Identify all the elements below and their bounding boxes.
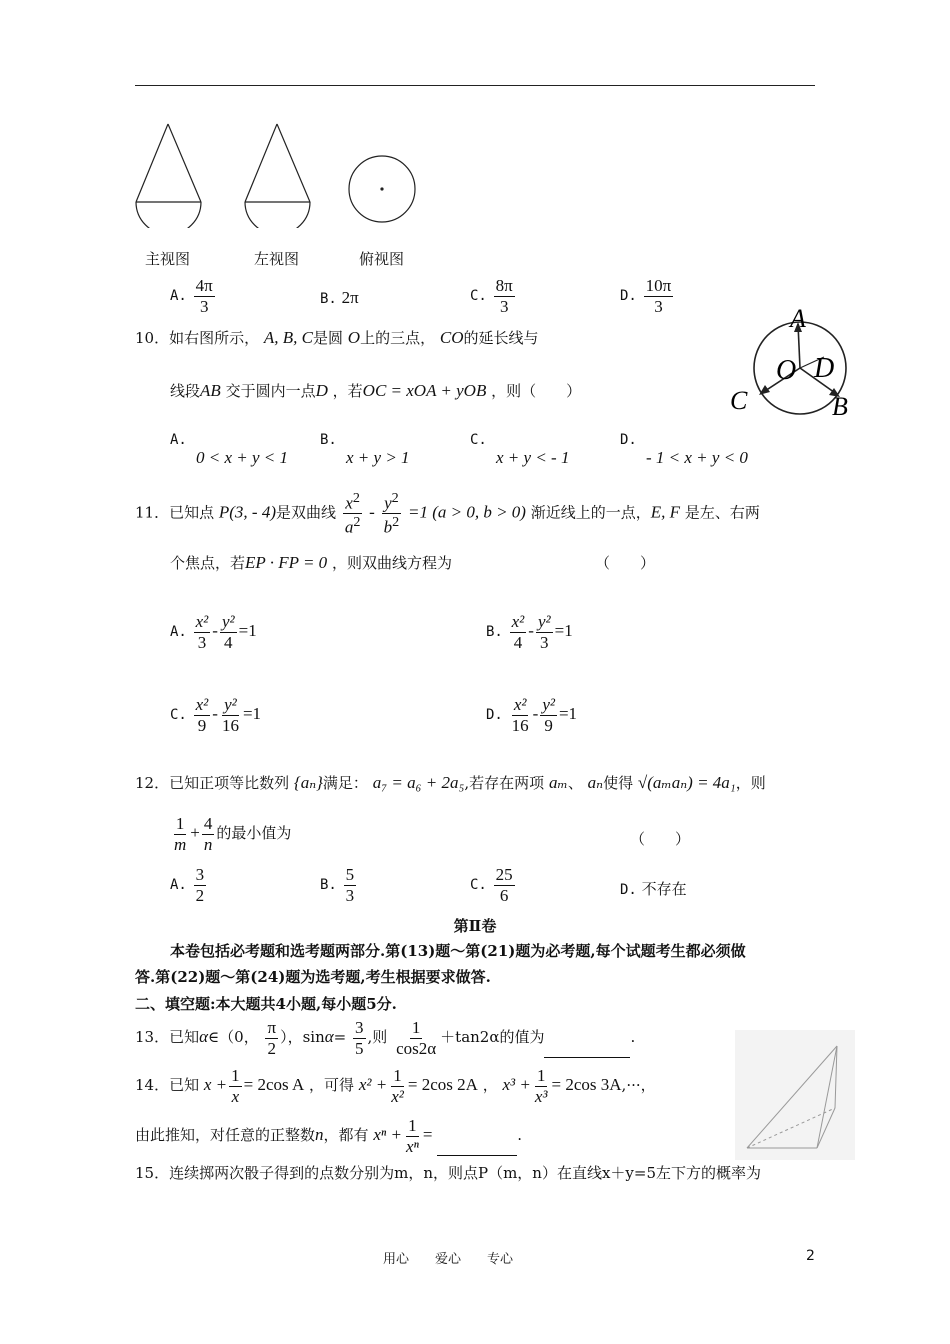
q12-option-c: C. $\frac{25}{6}$ (470, 865, 513, 905)
q11-option-c: C. $\frac{\text{x²}}{9}$ - $\frac{\text{y²}}{16}$ =1 (170, 695, 262, 735)
center-dot (380, 187, 383, 190)
top-view-label: 俯视图 (359, 250, 405, 268)
front-view-shape (136, 124, 201, 228)
fig-label-d: D (814, 353, 835, 384)
q11-line1: 11．已知点 P(3, - 4)是双曲线 $\frac{x^2}{a^2}$ - $\frac{y^2}{b^2}$ =1 (a > 0, b > 0) 渐近线上的一点，E, F 是左、右两 (135, 490, 760, 537)
q13-answer-blank[interactable] (544, 1057, 630, 1058)
q9-option-a: A. $\frac{4\pi}{3}$ (170, 276, 213, 316)
q10-option-b: B. x + y > 1 (320, 432, 410, 467)
q9-option-b: B. 2π (320, 288, 359, 307)
faded-figure-image (735, 1030, 855, 1160)
fig-label-a: A (790, 305, 806, 333)
q12-option-b: B. $\frac{5}{3}$ (320, 865, 355, 905)
q12-option-d: D. 不存在 (620, 880, 687, 898)
three-view-figure (125, 118, 425, 228)
q15-line: 15．连续掷两次骰子得到的点数分别为m，n，则点P（m，n）在直线x＋y=5左下方的概率为 (135, 1164, 762, 1182)
q10-option-d: D. - 1 < x + y < 0 (620, 432, 748, 467)
q14-line1: 14．已知 x + $\frac{1}{x}$ = 2cos A ，可得 x² + $\frac{1}{\text{x²}}$ = 2cos 2A ， x³ + $\frac{1}{\text{x³}}$ = 2cos 3A,···， (135, 1066, 656, 1106)
q10-option-c: C. x + y < - 1 (470, 432, 570, 467)
header-rule (135, 85, 815, 86)
q10-circle-figure (728, 305, 868, 420)
q13-line: 13．已知α∈（0， $\frac{\pi}{2}$ ），sinα= $\frac{3}{5}$ ,则 $\frac{1}{\cos 2\alpha}$ ＋tan2α的值为 . (135, 1018, 636, 1058)
q10-line2: 线段AB 交于圆内一点D ，若OC = xOA + yOB ，则（ ） (170, 381, 582, 400)
q12-line1: 12．已知正项等比数列 {aₙ}满足： a₇ = a₆ + 2a₅,若存在两项 aₘ、 aₙ使得 √(aₘaₙ) = 4a₁，则 (135, 773, 766, 792)
footer-slogan: 用心 爱心 专心 (383, 1252, 514, 1267)
q12-line2: $\frac{1}{m}$ + $\frac{4}{n}$ 的最小值为 (174, 814, 292, 854)
part2-paragraph-line2: 答.第(22)题～第(24)题为选考题,考生根据要求做答. (135, 968, 491, 986)
section-heading: 二、填空题:本大题共4小题,每小题5分. (135, 995, 397, 1013)
q14-answer-blank[interactable] (437, 1155, 517, 1156)
fig-label-o: O (776, 355, 797, 386)
q11-option-d: D. $\frac{\text{x²}}{16}$ - $\frac{\text{y²}}{9}$ =1 (486, 695, 578, 735)
q9-option-c: C. $\frac{8\pi}{3}$ (470, 276, 513, 316)
fig-label-b: B (832, 392, 848, 420)
q11-line2: 个焦点，若EP · FP = 0 ，则双曲线方程为 (170, 553, 452, 572)
q12-answer-paren: （ ） (630, 830, 691, 848)
faded-pyramid-sketch (735, 1030, 855, 1160)
q11-answer-paren: （ ） (595, 554, 656, 572)
q10-option-a: A. 0 < x + y < 1 (170, 432, 289, 467)
q10-line1: 10．如右图所示， A, B, C是圆 O上的三点， CO的延长线与 (135, 328, 539, 347)
page-number: 2 (806, 1248, 815, 1264)
q14-line2: 由此推知，对任意的正整数n，都有 xⁿ + $\frac{1}{\text{xⁿ}}$ = . (135, 1116, 522, 1156)
front-view-label: 主视图 (145, 250, 191, 268)
fig-label-c: C (730, 386, 748, 415)
q11-option-b: B. $\frac{\text{x²}}{4}$ - $\frac{\text{y²}}{3}$ =1 (486, 612, 573, 652)
q11-option-a: A. $\frac{\text{x²}}{3}$ - $\frac{\text{y²}}{4}$ =1 (170, 612, 257, 652)
part2-paragraph-line1: 本卷包括必考题和选考题两部分.第(13)题～第(21)题为必考题,每个试题考生都必须做 (170, 942, 746, 960)
q12-option-a: A. $\frac{3}{2}$ (170, 865, 205, 905)
side-view-shape (245, 124, 310, 228)
part2-title: 第Ⅱ卷 (453, 917, 497, 935)
q9-option-d: D. $\frac{10\pi}{3}$ (620, 276, 672, 316)
side-view-label: 左视图 (254, 250, 300, 268)
